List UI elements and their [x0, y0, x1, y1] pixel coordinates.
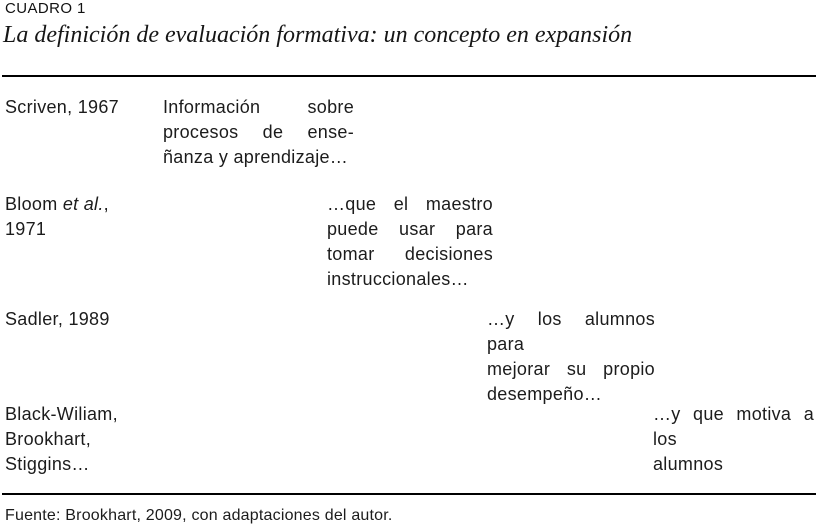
definition-cell-scriven — [163, 95, 354, 170]
definition-line: ñanza y aprendizaje… — [163, 147, 349, 167]
author-line: Sadler, 1989 — [5, 309, 110, 329]
author-cell-sadler — [5, 307, 160, 332]
definition-cell-black-wiliam — [653, 402, 814, 477]
author-line — [5, 192, 160, 217]
definition-line: puede usar para — [327, 219, 493, 239]
author-line: Stiggins… — [5, 454, 90, 474]
author-cell-bloom — [5, 192, 160, 242]
definition-line: instruccionales… — [327, 269, 469, 289]
author-line: Scriven, 1967 — [5, 97, 119, 117]
definition-line: …y que motiva a los — [653, 404, 814, 449]
author-cell-black-wiliam — [5, 402, 160, 477]
definition-line: desempeño… — [487, 384, 603, 404]
definition-cell-sadler — [487, 307, 655, 407]
author-cell-scriven — [5, 95, 160, 120]
definition-line: mejorar su propio — [487, 359, 655, 379]
top-rule — [2, 75, 816, 77]
source-note: Fuente: Brookhart, 2009, con adaptaciones del autor. — [5, 507, 393, 524]
definition-cell-bloom — [327, 192, 493, 292]
table-kicker: CUADRO 1 — [5, 0, 86, 17]
table-title: La definición de evaluación formativa: un concepto en expansión — [3, 22, 633, 48]
author-line: Brookhart, — [5, 429, 92, 449]
definition-line: alumnos — [653, 454, 724, 474]
definition-line: …que el maestro — [327, 194, 493, 214]
author-line: Black-Wiliam, — [5, 404, 118, 424]
definition-line: Información sobre — [163, 97, 354, 117]
author-year: 1971 — [5, 219, 47, 239]
author-name: Bloom — [5, 194, 63, 214]
bottom-rule — [2, 493, 816, 495]
definition-line: tomar decisiones — [327, 244, 493, 264]
definition-line: …y los alumnos para — [487, 309, 655, 354]
author-comma: , — [103, 194, 109, 214]
et-al-italic: et al. — [62, 194, 104, 214]
definition-line: procesos de ense- — [163, 122, 354, 142]
